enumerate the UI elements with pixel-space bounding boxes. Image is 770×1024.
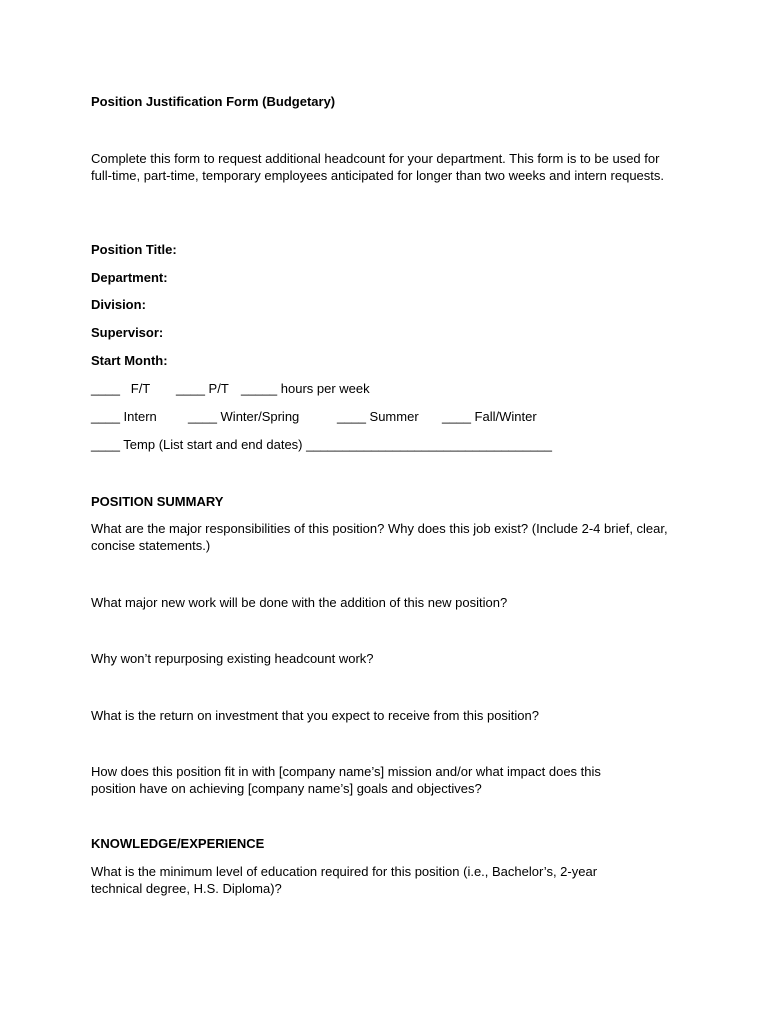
- option-temp-dates[interactable]: ____ Temp (List start and end dates) __________________________________: [91, 437, 552, 452]
- employment-hours-row: [91, 380, 691, 397]
- question-responsibilities: What are the major responsibilities of this position? Why does this job exist? (Include 2-4 brief, clear, concise statements.): [91, 521, 668, 553]
- option-intern[interactable]: ____ Intern: [91, 409, 157, 424]
- knowledge-experience-heading: KNOWLEDGE/EXPERIENCE: [91, 836, 265, 851]
- question-education: What is the minimum level of education required for this position (i.e., Bachelor’s, 2-year technical degree, H.S. Diploma)?: [91, 864, 598, 896]
- option-fall-winter[interactable]: ____ Fall/Winter: [442, 409, 537, 424]
- option-full-time[interactable]: ____ F/T: [91, 381, 151, 396]
- intern-season-row: [91, 408, 691, 425]
- intro-paragraph: Complete this form to request additional headcount for your department. This form is to be used for full-time, part-time, temporary employees anticipated for longer than two weeks and intern requests.: [91, 151, 664, 183]
- option-summer[interactable]: ____ Summer: [337, 409, 419, 424]
- field-division: Division:: [91, 297, 146, 312]
- field-department: Department:: [91, 270, 168, 285]
- field-supervisor: Supervisor:: [91, 325, 164, 340]
- question-new-work: What major new work will be done with the addition of this new position?: [91, 595, 508, 610]
- form-title: Position Justification Form (Budgetary): [91, 94, 336, 109]
- option-part-time[interactable]: ____ P/T: [176, 381, 229, 396]
- hours-per-week-field[interactable]: _____ hours per week: [241, 381, 370, 396]
- option-winter-spring[interactable]: ____ Winter/Spring: [188, 409, 300, 424]
- position-summary-heading: POSITION SUMMARY: [91, 494, 224, 509]
- question-mission-fit: How does this position fit in with [company name’s] mission and/or what impact does this position have on achieving [company name’s] goals and objectives?: [91, 764, 601, 796]
- question-repurposing: Why won’t repurposing existing headcount work?: [91, 651, 374, 666]
- field-start-month: Start Month:: [91, 353, 168, 368]
- question-roi: What is the return on investment that you expect to receive from this position?: [91, 708, 539, 723]
- field-position-title: Position Title:: [91, 242, 177, 257]
